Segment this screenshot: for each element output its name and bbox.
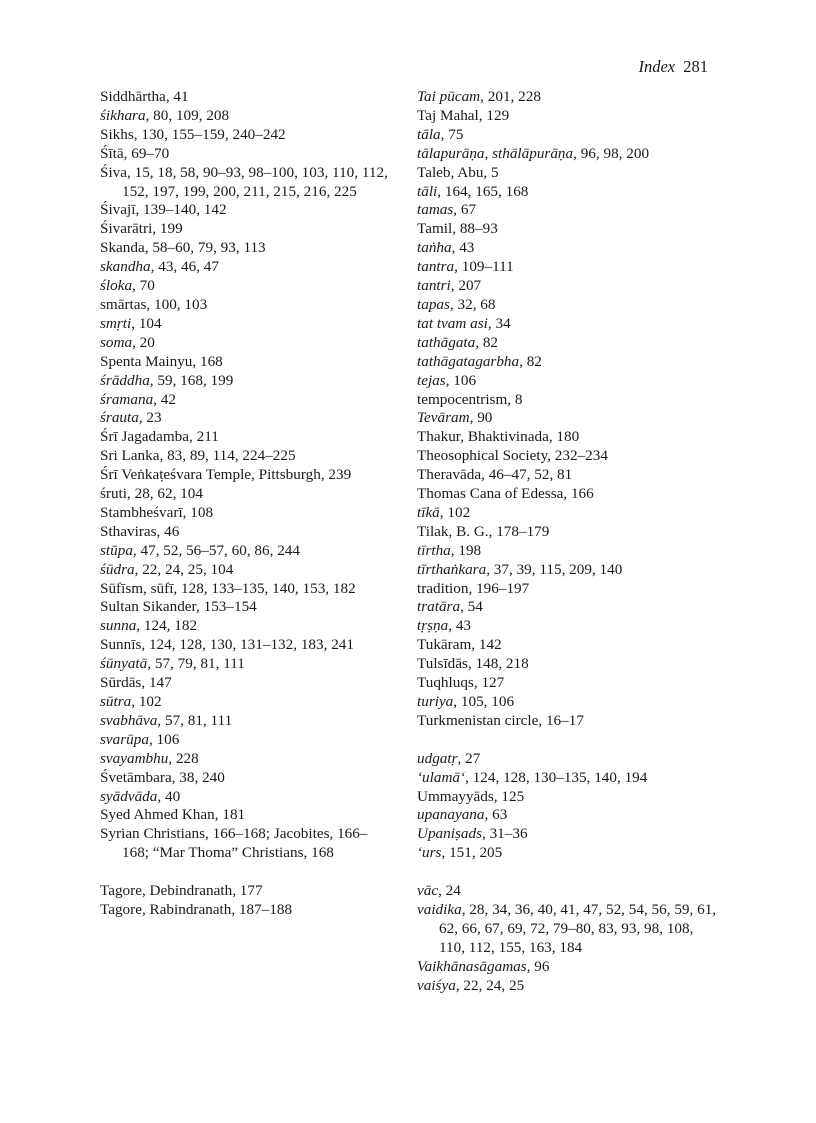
- index-page-refs: , 46–47, 52, 81: [481, 466, 573, 484]
- index-term: Turkmenistan circle: [417, 711, 539, 729]
- index-entry: [100, 334, 392, 353]
- index-term: tantra: [417, 258, 455, 276]
- index-entry: [100, 806, 392, 825]
- index-term: tempocentrism: [417, 390, 508, 408]
- index-entry: [100, 580, 392, 599]
- index-term: vaiśya: [417, 976, 456, 994]
- index-term: Upaniṣads: [417, 825, 482, 843]
- index-page-refs: , 22, 24, 25, 104: [134, 560, 234, 578]
- index-term: tīrtha: [417, 541, 451, 559]
- index-entry: [417, 788, 717, 807]
- index-term: Tagore, Rabindranath: [100, 900, 232, 918]
- index-term: turiya: [417, 693, 454, 710]
- index-entry: [417, 447, 717, 466]
- index-page-refs: , 124, 128, 130, 131–132, 183, 241: [141, 636, 354, 654]
- index-page-refs: , 142: [471, 636, 502, 654]
- index-entry: [100, 277, 392, 296]
- index-page-refs: , 8: [507, 390, 523, 408]
- index-page-refs: , 69–70: [123, 144, 170, 162]
- index-entry: [100, 220, 392, 239]
- index-page-refs: , 46: [156, 522, 180, 540]
- index-term: skandha: [100, 258, 151, 276]
- index-entry: [417, 523, 717, 542]
- index-page-refs: , 100, 103: [146, 295, 208, 313]
- index-term: Tilak, B. G.: [417, 522, 489, 540]
- index-term: Tevāram: [417, 409, 470, 427]
- index-entry: [417, 598, 717, 617]
- index-term: syādvāda: [100, 787, 158, 805]
- index-page-refs: , 58–60, 79, 93, 113: [144, 239, 266, 257]
- index-entry: [417, 239, 717, 258]
- index-entry: [417, 466, 717, 485]
- running-title: Index: [638, 57, 676, 76]
- index-page-refs: , 109–111: [454, 258, 514, 276]
- index-page-refs: , 198: [450, 541, 482, 559]
- index-page-refs: , 80, 109, 208: [145, 106, 230, 124]
- index-page-refs: , 201, 228: [480, 88, 541, 105]
- index-entry: [417, 145, 717, 164]
- index-entry: [417, 750, 717, 769]
- index-entry: [100, 693, 392, 712]
- index-term: Tuqhluqs: [417, 674, 474, 692]
- index-term: svarūpa: [100, 730, 149, 748]
- index-page-refs: , 82: [475, 333, 499, 351]
- index-entry: [417, 183, 717, 202]
- index-entry: [417, 561, 717, 580]
- index-page-refs: , 96, 98, 200: [573, 144, 650, 162]
- index-entry: [417, 693, 717, 712]
- index-page-refs: , 102: [439, 503, 471, 521]
- index-page-refs: , 228: [168, 749, 199, 767]
- index-term: Tagore, Debindranath: [100, 882, 233, 900]
- index-term: Theosophical Society: [417, 447, 548, 465]
- index-page-refs: , 75: [440, 125, 464, 143]
- index-page-refs: , 16–17: [538, 711, 584, 729]
- index-entry: [100, 239, 392, 258]
- index-entry: [417, 844, 717, 863]
- index-term: tīrthaṅkara: [417, 560, 487, 578]
- index-term: Taj Mahal: [417, 106, 479, 124]
- index-term: Ummayyāds: [417, 787, 494, 805]
- index-term: Siddhārtha: [100, 88, 166, 105]
- index-term: Śivajī: [100, 201, 136, 219]
- index-entry: [417, 958, 717, 977]
- index-page-refs: , 15, 18, 58, 90–93, 98–100, 103, 110, 112, 152, 197, 199, 200, 211, 215, 216, 225: [122, 163, 388, 200]
- index-page-refs: , 57, 81, 111: [157, 711, 233, 729]
- index-entry: [100, 258, 392, 277]
- index-term: Śivarātri: [100, 220, 153, 238]
- index-page-refs: , 166–168; Jacobites, 166–168; “Mar Thoma” Christians, 168: [122, 825, 368, 862]
- index-page-refs: , 180: [548, 428, 580, 446]
- index-entry: [417, 372, 717, 391]
- index-term: Thakur, Bhaktivinada: [417, 428, 549, 446]
- index-term: Śītā: [100, 144, 124, 162]
- index-term: Tai pūcam: [417, 88, 481, 105]
- index-entry: [100, 107, 392, 126]
- index-entry: [417, 107, 717, 126]
- index-page-refs: , 43: [448, 617, 472, 635]
- index-page-refs: , 59, 168, 199: [149, 371, 234, 389]
- index-term: Śrī Veṅkaṭeśvara Temple, Pittsburgh: [100, 466, 321, 484]
- index-page-refs: , 106: [445, 371, 477, 389]
- index-term: śikhara: [100, 106, 146, 124]
- index-page-refs: , 207: [450, 277, 482, 295]
- index-page-refs: , 67: [453, 201, 477, 219]
- index-page-refs: , 70: [132, 277, 155, 295]
- index-page-refs: , 83, 89, 114, 224–225: [159, 447, 296, 465]
- index-term: ‘urs: [417, 844, 442, 862]
- index-entry: [417, 258, 717, 277]
- index-page-refs: , 37, 39, 115, 209, 140: [486, 560, 623, 578]
- index-entry: [417, 806, 717, 825]
- index-entry: [100, 561, 392, 580]
- index-term: Sūfīsm, sūfī: [100, 579, 174, 597]
- index-term: śruti: [100, 485, 128, 503]
- index-term: Spenta Mainyu: [100, 352, 193, 370]
- index-entry: [100, 598, 392, 617]
- index-term: Śrī Jagadamba: [100, 428, 189, 446]
- index-entry: [417, 655, 717, 674]
- index-term: Stambheśvarī: [100, 503, 183, 521]
- index-entry: [417, 296, 717, 315]
- index-term: tradition: [417, 579, 469, 597]
- page-number: 281: [683, 57, 708, 76]
- index-page-refs: , 124, 182: [136, 617, 198, 635]
- index-entry: [417, 334, 717, 353]
- running-header: [638, 57, 708, 77]
- index-entry: [417, 636, 717, 655]
- index-page-refs: , 148, 218: [467, 655, 529, 673]
- index-term: svabhāva: [100, 711, 158, 729]
- index-page-refs: , 232–234: [547, 447, 608, 465]
- index-term: tāla: [417, 125, 441, 143]
- index-term: Thomas Cana of Edessa: [417, 485, 564, 503]
- index-page-refs: , 153–154: [196, 598, 257, 616]
- index-page-refs: , 177: [232, 882, 263, 900]
- index-page-refs: , 31–36: [481, 825, 528, 843]
- index-entry: [100, 466, 392, 485]
- index-entry: [100, 428, 392, 447]
- index-term: tathāgata: [417, 333, 476, 351]
- index-page-refs: , 43, 46, 47: [150, 258, 219, 276]
- index-term: tālapurāṇa, sthālāpurāṇa: [417, 144, 574, 162]
- index-page-refs: , 178–179: [488, 522, 550, 540]
- index-entry: [417, 712, 717, 731]
- index-entry: [417, 617, 717, 636]
- index-page-refs: , 187–188: [231, 900, 293, 918]
- index-page-refs: , 199: [152, 220, 183, 238]
- index-page-refs: , 57, 79, 81, 111: [147, 655, 245, 673]
- index-page-refs: , 43: [451, 239, 475, 257]
- index-entry: [417, 315, 717, 334]
- index-entry: [417, 428, 717, 447]
- index-page-refs: , 23: [138, 409, 162, 427]
- index-page-refs: , 63: [484, 806, 508, 824]
- index-term: Sunnīs: [100, 636, 142, 654]
- index-page-refs: , 5: [483, 163, 499, 181]
- index-entry: [417, 504, 717, 523]
- index-term: sunna: [100, 617, 137, 635]
- index-entry: [100, 126, 392, 145]
- index-entry: [100, 750, 392, 769]
- index-term: tīkā: [417, 503, 440, 521]
- index-page-refs: , 104: [131, 314, 162, 332]
- index-entry: [100, 145, 392, 164]
- index-entry: [100, 391, 392, 410]
- index-page-refs: , 27: [457, 749, 481, 767]
- index-term: śrauta: [100, 409, 139, 427]
- index-entry: [100, 372, 392, 391]
- index-term: sūtra: [100, 693, 132, 710]
- index-page-refs: , 211: [189, 428, 219, 446]
- index-term: śūnyatā: [100, 655, 148, 673]
- index-page-refs: , 168: [192, 352, 223, 370]
- index-term: soma: [100, 333, 133, 351]
- index-term: tejas: [417, 371, 446, 389]
- index-page-refs: , 125: [493, 787, 525, 805]
- index-page-refs: , 22, 24, 25: [455, 976, 525, 994]
- index-entry: [417, 901, 717, 958]
- index-entry: [100, 674, 392, 693]
- index-page-refs: , 34: [487, 314, 511, 332]
- index-page-refs: , 41: [165, 88, 189, 105]
- index-page-refs: , 151, 205: [441, 844, 503, 862]
- index-page-refs: , 96: [526, 957, 550, 975]
- index-term: Śiva: [100, 163, 128, 181]
- index-page-refs: , 130, 155–159, 240–242: [133, 125, 286, 143]
- index-term: taṅha: [417, 239, 452, 257]
- index-entry: [100, 164, 392, 202]
- index-page-refs: , 40: [157, 787, 181, 805]
- index-term: tamas: [417, 201, 454, 219]
- index-term: śūdra: [100, 560, 135, 578]
- index-column-left: [100, 88, 392, 920]
- index-entry: [100, 636, 392, 655]
- index-entry: [417, 277, 717, 296]
- index-page-refs: , 147: [141, 674, 172, 692]
- index-term: Tulsīdās: [417, 655, 468, 673]
- index-term: Taleb, Abu: [417, 163, 484, 181]
- index-term: Theravāda: [417, 466, 482, 484]
- index-term: Śvetāmbara: [100, 768, 172, 786]
- index-entry: [417, 674, 717, 693]
- index-page-refs: , 196–197: [468, 579, 530, 597]
- index-page-refs: , 32, 68: [449, 295, 496, 313]
- index-term: Syrian Christians: [100, 825, 206, 843]
- index-entry: [100, 315, 392, 334]
- index-term: smārtas: [100, 295, 147, 313]
- index-page-refs: , 90: [469, 409, 493, 427]
- index-entry: [417, 542, 717, 561]
- index-page-refs: , 239: [320, 466, 352, 484]
- index-term: Tamil: [417, 220, 453, 238]
- index-entry: [417, 353, 717, 372]
- index-entry: [100, 542, 392, 561]
- index-page-refs: , 88–93: [452, 220, 498, 238]
- index-page-refs: , 124, 128, 130–135, 140, 194: [465, 768, 648, 786]
- index-term: Sūrdās: [100, 674, 142, 692]
- index-entry: [100, 485, 392, 504]
- index-term: stūpa: [100, 541, 133, 559]
- index-page-refs: , 42: [153, 390, 176, 408]
- index-entry: [100, 523, 392, 542]
- index-page-refs: , 102: [131, 693, 162, 710]
- index-term: Sultan Sikander: [100, 598, 196, 616]
- index-term: tat tvam asi: [417, 314, 488, 332]
- index-entry: [100, 353, 392, 372]
- index-entry: [100, 901, 392, 920]
- index-entry: [417, 485, 717, 504]
- index-page-refs: , 127: [473, 674, 505, 692]
- index-column-right: [417, 88, 717, 995]
- index-term: vāc: [417, 882, 439, 900]
- index-entry: [417, 88, 717, 107]
- index-page-refs: , 164, 165, 168: [437, 182, 529, 200]
- index-entry: [100, 201, 392, 220]
- index-entry: [417, 882, 717, 901]
- index-page-refs: , 38, 240: [171, 768, 225, 786]
- index-entry: [100, 712, 392, 731]
- index-term: vaidika: [417, 900, 462, 918]
- index-entry: [100, 769, 392, 788]
- index-page-refs: , 47, 52, 56–57, 60, 86, 244: [132, 541, 300, 559]
- index-entry: [100, 882, 392, 901]
- index-entry: [417, 220, 717, 239]
- index-entry: [417, 580, 717, 599]
- index-entry: [100, 731, 392, 750]
- index-term: tratāra: [417, 598, 461, 616]
- index-page-refs: , 106: [148, 730, 180, 748]
- index-page-refs: , 129: [478, 106, 510, 124]
- index-term: Skanda: [100, 239, 145, 257]
- index-entry: [100, 504, 392, 523]
- index-term: svayambhu: [100, 749, 169, 767]
- index-term: śloka: [100, 277, 133, 295]
- index-entry: [100, 617, 392, 636]
- index-term: tathāgatagarbha: [417, 352, 520, 370]
- index-page-refs: , 108: [182, 503, 214, 521]
- index-entry: [417, 977, 717, 996]
- index-page-refs: , 166: [563, 485, 594, 503]
- index-entry: [100, 447, 392, 466]
- index-entry: [417, 164, 717, 183]
- index-term: śrāddha: [100, 371, 150, 389]
- index-entry: [417, 769, 717, 788]
- index-page-refs: , 181: [214, 806, 246, 824]
- index-page-refs: , 24: [438, 882, 461, 900]
- index-entry: [100, 88, 392, 107]
- index-page-refs: , 54: [460, 598, 483, 616]
- index-term: tṛṣṇa: [417, 617, 449, 635]
- index-page-refs: , 139–140, 142: [135, 201, 227, 219]
- index-entry: [417, 126, 717, 145]
- index-term: Sikhs: [100, 125, 134, 143]
- index-entry: [417, 409, 717, 428]
- index-term: tāli: [417, 182, 438, 200]
- index-page-refs: , 20: [132, 333, 155, 351]
- index-term: śramana: [100, 390, 154, 408]
- index-term: tapas: [417, 295, 450, 313]
- index-page-refs: , 82: [519, 352, 542, 370]
- index-term: tantri: [417, 277, 451, 295]
- index-page-refs: , 128, 133–135, 140, 153, 182: [173, 579, 356, 597]
- index-term: upanayana: [417, 806, 485, 824]
- index-term: Sri Lanka: [100, 447, 160, 465]
- index-term: smṛti: [100, 314, 132, 332]
- index-page-refs: , 28, 34, 36, 40, 41, 47, 52, 54, 56, 59, 61, 62, 66, 67, 69, 72, 79–80, 83, 93, 98, 108, 110, 112, 155, 163, 184: [439, 900, 717, 956]
- index-entry: [417, 391, 717, 410]
- index-term: Tukāram: [417, 636, 472, 654]
- index-term: Sthaviras: [100, 522, 157, 540]
- index-entry: [100, 296, 392, 315]
- index-entry: [100, 825, 392, 863]
- index-entry: [100, 788, 392, 807]
- index-entry: [100, 409, 392, 428]
- index-page-refs: , 28, 62, 104: [127, 485, 203, 503]
- index-page-refs: , 105, 106: [453, 693, 515, 710]
- index-entry: [100, 655, 392, 674]
- index-entry: [417, 201, 717, 220]
- index-term: Vaikhānasāgamas: [417, 957, 527, 975]
- index-entry: [417, 825, 717, 844]
- index-term: Syed Ahmed Khan: [100, 806, 215, 824]
- index-term: udgatṛ: [417, 749, 458, 767]
- index-term: ‘ulamā‘: [417, 768, 466, 786]
